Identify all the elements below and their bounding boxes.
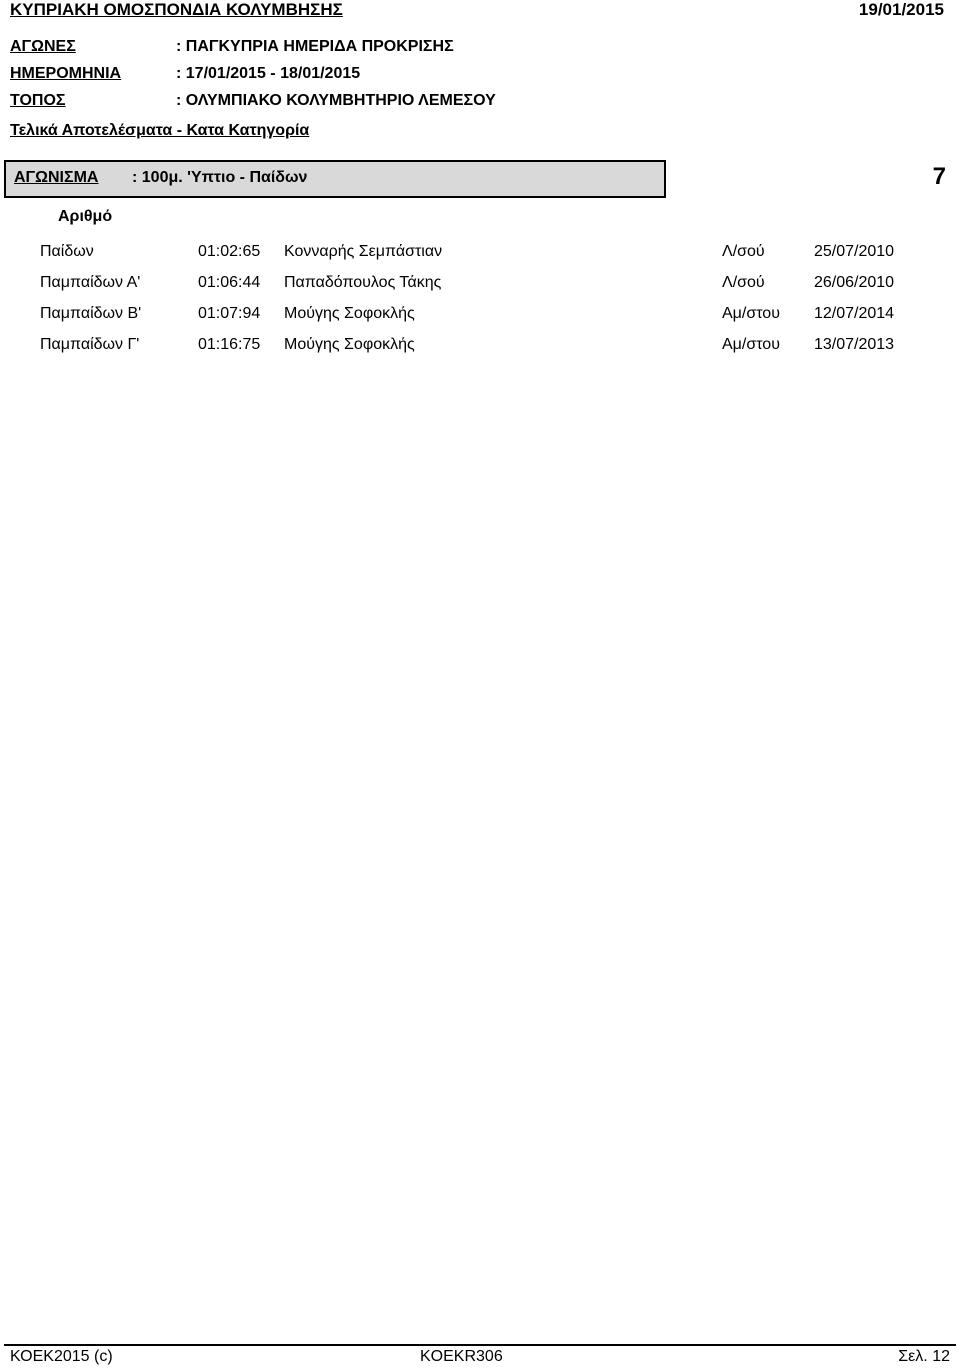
club-cell: Αμ/στου <box>722 304 780 322</box>
footer-copyright: ΚΟΕΚ2015 (c) <box>10 1348 113 1365</box>
category-cell: Παμπαίδων Β' <box>40 304 142 322</box>
swimmer-name-cell: Παπαδόπουλος Τάκης <box>284 273 442 291</box>
events-label: ΑΓΩΝΕΣ <box>10 38 76 55</box>
results-subtitle: Τελικά Αποτελέσματα - Κατα Κατηγορία <box>10 122 310 139</box>
swimmer-name-cell: Κονναρής Σεμπάστιαν <box>284 242 443 260</box>
venue-label: ΤΟΠΟΣ <box>10 92 66 109</box>
event-box <box>4 160 666 198</box>
time-cell: 01:02:65 <box>198 242 261 260</box>
category-cell: Παμπαίδων Α' <box>40 273 141 291</box>
table-row <box>40 298 920 329</box>
club-cell: Λ/σού <box>722 242 765 260</box>
table-row <box>40 329 920 360</box>
swimmer-name-cell: Μούγης Σοφοκλής <box>284 335 415 353</box>
table-row <box>40 236 920 267</box>
print-date: 19/01/2015 <box>858 0 944 19</box>
event-value: : 100μ. 'Υπτιο - Παίδων <box>132 169 308 186</box>
event-label: ΑΓΩΝΙΣΜΑ <box>14 169 99 186</box>
footer-divider <box>4 1344 956 1346</box>
footer-page-number: Σελ. 12 <box>898 1348 950 1365</box>
club-cell: Λ/σού <box>722 273 765 291</box>
column-header-number: Αριθμό <box>58 208 113 225</box>
time-cell: 01:16:75 <box>198 335 261 353</box>
organization-title: ΚΥΠΡΙΑΚΗ ΟΜΟΣΠΟΝΔΙΑ ΚΟΛΥΜΒΗΣΗΣ <box>10 0 343 19</box>
swimmer-name-cell: Μούγης Σοφοκλής <box>284 304 415 322</box>
event-number: 7 <box>932 163 946 190</box>
record-date-cell: 25/07/2010 <box>814 242 895 260</box>
club-cell: Αμ/στου <box>722 335 780 353</box>
table-row <box>40 267 920 298</box>
date-value: : 17/01/2015 - 18/01/2015 <box>176 65 361 82</box>
category-cell: Παμπαίδων Γ' <box>40 335 140 353</box>
record-date-cell: 12/07/2014 <box>814 304 895 322</box>
events-value: : ΠΑΓΚΥΠΡΙΑ ΗΜΕΡΙΔΑ ΠΡΟΚΡΙΣΗΣ <box>176 38 454 55</box>
footer-report-code: KOEKR306 <box>420 1348 503 1365</box>
category-cell: Παίδων <box>40 242 94 260</box>
date-label: ΗΜΕΡΟΜΗΝΙΑ <box>10 65 122 82</box>
time-cell: 01:07:94 <box>198 304 261 322</box>
record-date-cell: 26/06/2010 <box>814 273 895 291</box>
record-date-cell: 13/07/2013 <box>814 335 895 353</box>
time-cell: 01:06:44 <box>198 273 261 291</box>
records-table <box>40 236 920 360</box>
venue-value: : ΟΛΥΜΠΙΑΚΟ ΚΟΛΥΜΒΗΤΗΡΙΟ ΛΕΜΕΣΟΥ <box>176 92 496 109</box>
